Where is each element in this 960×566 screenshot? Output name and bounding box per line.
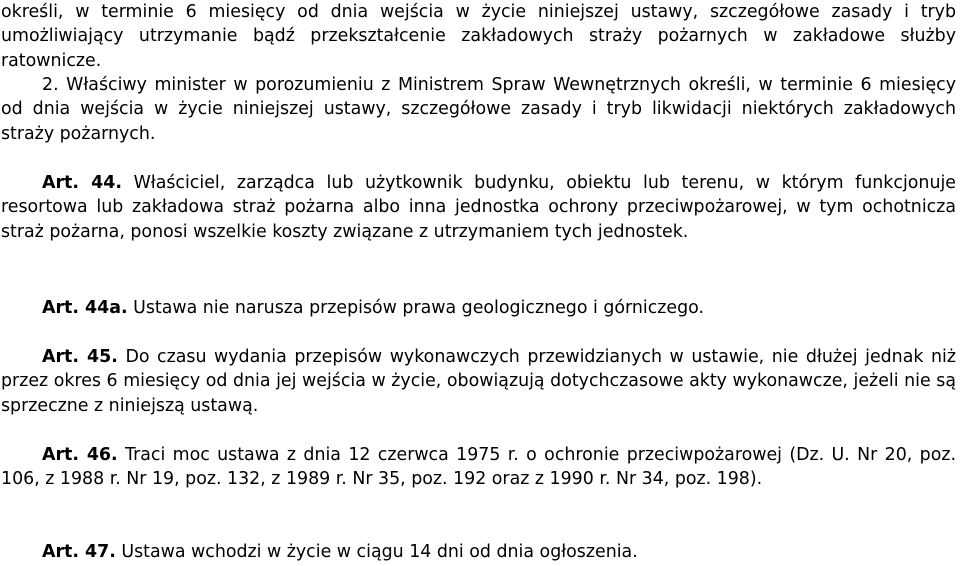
paragraph-text: Właściwy minister w porozumieniu z Ministrem Spraw Wewnętrznych określi, w terminie 6 miesięcy od dnia wejścia w życie niniejszej ustawy, szczegółowe zasady i tryb likwidacji niektórych zakładowych straży pożarnych.: [1, 75, 957, 144]
paragraph-text: określi, w terminie 6 miesięcy od dnia wejścia w życie niniejszej ustawy, szczegółowe zasady i tryb umożliwiający utrzymanie bądź przekształcenie zakładowych straży pożarnych w zakładowe służby ratownicze.: [1, 2, 956, 71]
paragraph-point-2: [1, 73, 956, 146]
article-label: Art. 44a.: [42, 298, 128, 318]
paragraph-intro: [1, 0, 956, 73]
point-label: 2.: [42, 75, 59, 95]
article-text: Właściciel, zarządca lub użytkownik budynku, obiektu lub terenu, w którym funkcjonuje resortowa lub zakładowa straż pożarna albo inna jednostka ochrony przeciwpożarowej, w tym ochotnicza straż pożarna, ponosi wszelkie koszty związane z utrzymaniem tych jednostek.: [1, 173, 956, 242]
article-text: Traci moc ustawa z dnia 12 czerwca 1975 r. o ochronie przeciwpożarowej (Dz. U. Nr 20, poz. 106, z 1988 r. Nr 19, poz. 132, z 1989 r. Nr 35, poz. 192 oraz z 1990 r. Nr 34, poz. 198).: [1, 445, 956, 490]
article-label: Art. 46.: [42, 445, 118, 465]
article-45: [1, 345, 956, 418]
article-44a: [1, 296, 956, 320]
article-47: [1, 540, 956, 564]
article-text: Ustawa nie narusza przepisów prawa geologicznego i górniczego.: [133, 298, 705, 318]
article-text: Do czasu wydania przepisów wykonawczych przewidzianych w ustawie, nie dłużej jednak niż przez okres 6 miesięcy od dnia jej wejścia w życie, obowiązują dotychczasowe akty wykonawcze, jeżeli nie są sprzeczne z niniejszą ustawą.: [1, 347, 956, 416]
article-44: [1, 171, 956, 244]
article-label: Art. 47.: [42, 542, 116, 562]
article-label: Art. 45.: [42, 347, 118, 367]
article-46: [1, 443, 956, 492]
article-text: Ustawa wchodzi w życie w ciągu 14 dni od dnia ogłoszenia.: [121, 542, 638, 562]
article-label: Art. 44.: [42, 173, 122, 193]
